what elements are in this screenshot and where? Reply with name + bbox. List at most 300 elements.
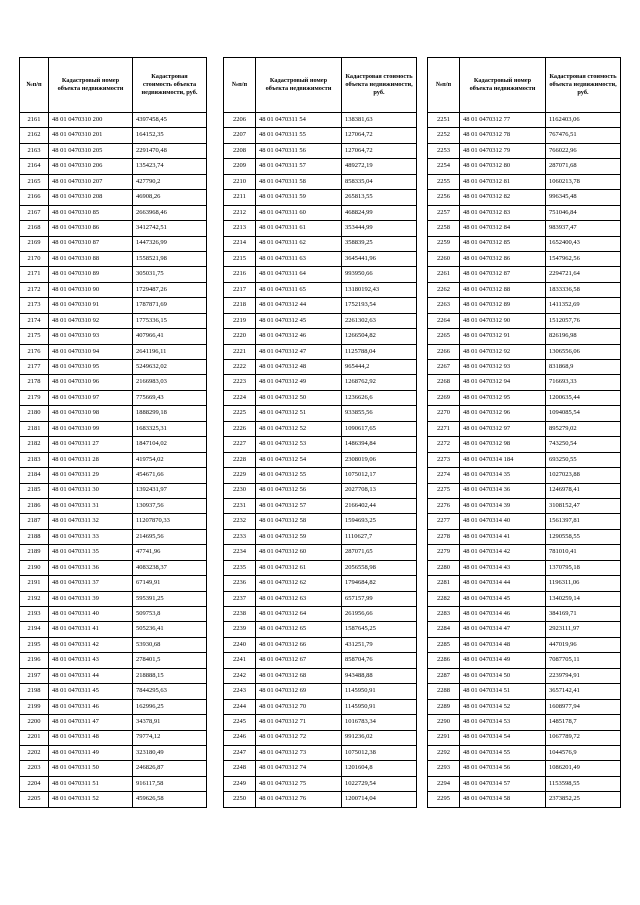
cadastral-cost: 358839,25 [342,236,417,251]
cadastral-number: 48 01 0470312 56 [256,483,342,498]
table-row [224,498,417,513]
cadastral-cost: 138381,63 [342,113,417,128]
cadastral-number: 48 01 0470310 207 [49,174,133,189]
row-number: 2226 [224,421,256,436]
row-number: 2295 [428,792,460,807]
row-number: 2261 [428,267,460,282]
table-row [428,143,621,158]
table-row [20,143,207,158]
table-row [20,653,207,668]
row-number: 2258 [428,221,460,236]
cadastral-cost: 135423,74 [133,159,207,174]
cadastral-number: 48 01 0470311 36 [49,560,133,575]
table-row [428,730,621,745]
row-number: 2240 [224,637,256,652]
table-row [224,159,417,174]
cadastral-number: 48 01 0470312 51 [256,406,342,421]
cadastral-cost: 162996,25 [133,699,207,714]
cadastral-cost: 1512057,76 [546,313,621,328]
table-row [428,375,621,390]
row-number: 2188 [20,529,49,544]
table-row [224,545,417,560]
cadastral-cost: 766022,96 [546,143,621,158]
table-row [224,514,417,529]
table-row [224,576,417,591]
table-row [20,452,207,467]
table-row [20,298,207,313]
cadastral-cost: 858335,04 [342,174,417,189]
cadastral-number: 48 01 0470312 49 [256,375,342,390]
row-number: 2231 [224,498,256,513]
row-number: 2169 [20,236,49,251]
cadastral-number: 48 01 0470312 62 [256,576,342,591]
cadastral-number: 48 01 0470310 208 [49,190,133,205]
table-row [428,699,621,714]
cadastral-number: 48 01 0470310 91 [49,298,133,313]
row-number: 2232 [224,514,256,529]
table-row [224,360,417,375]
row-number: 2193 [20,607,49,622]
cadastral-cost: 1594693,25 [342,514,417,529]
cadastral-cost: 2663968,46 [133,205,207,220]
cadastral-cost: 767476,51 [546,128,621,143]
cadastral-number: 48 01 0470312 46 [256,329,342,344]
table-row [224,668,417,683]
row-number: 2242 [224,668,256,683]
row-number: 2230 [224,483,256,498]
cadastral-number: 48 01 0470314 58 [460,792,546,807]
cadastral-cost: 384169,71 [546,607,621,622]
cadastral-number: 48 01 0470312 60 [256,545,342,560]
cadastral-number: 48 01 0470310 95 [49,360,133,375]
cadastral-number: 48 01 0470312 90 [460,313,546,328]
cadastral-cost: 1587645,25 [342,622,417,637]
row-number: 2260 [428,251,460,266]
cadastral-number: 48 01 0470311 54 [256,113,342,128]
row-number: 2237 [224,591,256,606]
row-number: 2199 [20,699,49,714]
table-row [20,607,207,622]
table-row [20,730,207,745]
row-number: 2175 [20,329,49,344]
cadastral-cost: 1547962,56 [546,251,621,266]
table-row [428,761,621,776]
cadastral-cost: 1370795,18 [546,560,621,575]
cadastral-cost: 2166983,03 [133,375,207,390]
table-row [428,607,621,622]
row-number: 2207 [224,128,256,143]
table-row [224,190,417,205]
table-row [428,776,621,791]
row-number: 2273 [428,452,460,467]
table-row [224,591,417,606]
table-row [224,792,417,807]
cadastral-number: 48 01 0470312 80 [460,159,546,174]
row-number: 2177 [20,360,49,375]
cadastral-number: 48 01 0470314 40 [460,514,546,529]
cadastral-number: 48 01 0470310 92 [49,313,133,328]
header-row [224,58,417,113]
cadastral-number: 48 01 0470312 72 [256,730,342,745]
table-row [20,421,207,436]
cadastral-cost: 407966,41 [133,329,207,344]
table-row [20,113,207,128]
cadastral-number: 48 01 0470312 55 [256,468,342,483]
cadastral-number: 48 01 0470311 43 [49,653,133,668]
row-number: 2178 [20,375,49,390]
row-number: 2212 [224,205,256,220]
cadastral-number: 48 01 0470312 78 [460,128,546,143]
cadastral-number: 48 01 0470312 73 [256,745,342,760]
cadastral-cost: 505236,41 [133,622,207,637]
cadastral-cost: 1833336,58 [546,282,621,297]
row-number: 2264 [428,313,460,328]
row-number: 2263 [428,298,460,313]
cadastral-cost: 2923111,97 [546,622,621,637]
cadastral-number: 48 01 0470310 96 [49,375,133,390]
table-row [428,637,621,652]
table-row [20,591,207,606]
cadastral-cost: 459626,58 [133,792,207,807]
table-row [20,776,207,791]
cadastral-cost: 287071,65 [342,545,417,560]
cadastral-number: 48 01 0470311 29 [49,468,133,483]
row-number: 2234 [224,545,256,560]
cadastral-number: 48 01 0470311 48 [49,730,133,745]
cadastral-cost: 2027708,13 [342,483,417,498]
cadastral-cost: 305031,75 [133,267,207,282]
cadastral-number: 48 01 0470312 83 [460,205,546,220]
cadastral-cost: 1236626,6 [342,390,417,405]
row-number: 2179 [20,390,49,405]
header-cadastral-number: Кадастровый номер объекта недвижимости [460,58,546,113]
table-row [224,390,417,405]
table-row [224,313,417,328]
row-number: 2262 [428,282,460,297]
table-row [428,205,621,220]
row-number: 2217 [224,282,256,297]
table-row [224,437,417,452]
row-number: 2239 [224,622,256,637]
row-number: 2249 [224,776,256,791]
cadastral-cost: 1290558,55 [546,529,621,544]
row-number: 2165 [20,174,49,189]
cadastral-number: 48 01 0470314 39 [460,498,546,513]
row-number: 2214 [224,236,256,251]
cadastral-number: 48 01 0470312 95 [460,390,546,405]
row-number: 2166 [20,190,49,205]
cadastral-cost: 1561397,81 [546,514,621,529]
table-row [224,637,417,652]
cadastral-cost: 991236,02 [342,730,417,745]
cadastral-cost: 509753,8 [133,607,207,622]
cadastral-cost: 1044576,9 [546,745,621,760]
row-number: 2220 [224,329,256,344]
cadastral-number: 48 01 0470312 98 [460,437,546,452]
table-row [20,529,207,544]
row-number: 2241 [224,653,256,668]
cadastral-number: 48 01 0470311 42 [49,637,133,652]
row-number: 2215 [224,251,256,266]
cadastral-number: 48 01 0470311 32 [49,514,133,529]
cadastral-cost: 1016783,34 [342,715,417,730]
row-number: 2186 [20,498,49,513]
table-row [428,745,621,760]
cadastral-number: 48 01 0470312 81 [460,174,546,189]
cadastral-cost: 1794684,82 [342,576,417,591]
row-number: 2268 [428,375,460,390]
table-row [428,128,621,143]
cadastral-table-1 [19,57,207,808]
table-row [224,483,417,498]
cadastral-cost: 323180,49 [133,745,207,760]
cadastral-number: 48 01 0470314 42 [460,545,546,560]
cadastral-cost: 1125788,04 [342,344,417,359]
row-number: 2167 [20,205,49,220]
row-number: 2213 [224,221,256,236]
cadastral-cost: 595391,25 [133,591,207,606]
cadastral-number: 48 01 0470310 88 [49,251,133,266]
header-num: №п/п [428,58,460,113]
row-number: 2257 [428,205,460,220]
cadastral-cost: 130937,56 [133,498,207,513]
cadastral-number: 48 01 0470310 98 [49,406,133,421]
row-number: 2200 [20,715,49,730]
cadastral-number: 48 01 0470312 53 [256,437,342,452]
cadastral-cost: 1145950,91 [342,684,417,699]
table-row [20,761,207,776]
cadastral-number: 48 01 0470311 63 [256,251,342,266]
cadastral-cost: 1145950,91 [342,699,417,714]
cadastral-number: 48 01 0470314 56 [460,761,546,776]
cadastral-number: 48 01 0470312 76 [256,792,342,807]
table-row [224,699,417,714]
row-number: 2281 [428,576,460,591]
table-row [20,437,207,452]
cadastral-number: 48 01 0470312 65 [256,622,342,637]
cadastral-number: 48 01 0470310 93 [49,329,133,344]
cadastral-cost: 164152,35 [133,128,207,143]
cadastral-number: 48 01 0470312 89 [460,298,546,313]
cadastral-number: 48 01 0470312 57 [256,498,342,513]
row-number: 2271 [428,421,460,436]
cadastral-number: 48 01 0470314 184 [460,452,546,467]
cadastral-cost: 1110627,7 [342,529,417,544]
cadastral-number: 48 01 0470311 46 [49,699,133,714]
cadastral-table-3 [427,57,621,808]
row-number: 2202 [20,745,49,760]
row-number: 2244 [224,699,256,714]
row-number: 2224 [224,390,256,405]
cadastral-number: 48 01 0470311 47 [49,715,133,730]
cadastral-cost: 1411352,69 [546,298,621,313]
cadastral-cost: 278401,5 [133,653,207,668]
table-row [20,205,207,220]
row-number: 2222 [224,360,256,375]
cadastral-cost: 1067789,72 [546,730,621,745]
row-number: 2235 [224,560,256,575]
table-row [224,715,417,730]
table-row [20,390,207,405]
table-row [20,221,207,236]
cadastral-cost: 79774,12 [133,730,207,745]
cadastral-cost: 34378,91 [133,715,207,730]
cadastral-cost: 916117,58 [133,776,207,791]
cadastral-number: 48 01 0470311 51 [49,776,133,791]
cadastral-number: 48 01 0470312 77 [460,113,546,128]
cadastral-cost: 11207870,33 [133,514,207,529]
cadastral-cost: 1683325,31 [133,421,207,436]
cadastral-cost: 127064,72 [342,143,417,158]
table-row [428,468,621,483]
table-row [20,360,207,375]
cadastral-number: 48 01 0470312 97 [460,421,546,436]
cadastral-number: 48 01 0470312 52 [256,421,342,436]
cadastral-number: 48 01 0470314 35 [460,468,546,483]
cadastral-number: 48 01 0470312 54 [256,452,342,467]
cadastral-number: 48 01 0470312 91 [460,329,546,344]
table-row [224,344,417,359]
cadastral-number: 48 01 0470314 50 [460,668,546,683]
row-number: 2172 [20,282,49,297]
cadastral-cost: 1729487,26 [133,282,207,297]
cadastral-cost: 716693,33 [546,375,621,390]
row-number: 2216 [224,267,256,282]
table-row [428,251,621,266]
cadastral-cost: 1268762,92 [342,375,417,390]
row-number: 2285 [428,637,460,652]
cadastral-number: 48 01 0470312 58 [256,514,342,529]
cadastral-cost: 2294721,64 [546,267,621,282]
cadastral-number: 48 01 0470311 57 [256,159,342,174]
cadastral-cost: 1775336,15 [133,313,207,328]
table-row [428,437,621,452]
cadastral-number: 48 01 0470311 49 [49,745,133,760]
row-number: 2195 [20,637,49,652]
cadastral-cost: 1196311,06 [546,576,621,591]
cadastral-cost: 693250,55 [546,452,621,467]
row-number: 2221 [224,344,256,359]
table-row [428,236,621,251]
row-number: 2228 [224,452,256,467]
table-row [428,514,621,529]
table-row [20,745,207,760]
table-row [224,221,417,236]
row-number: 2181 [20,421,49,436]
table-row [428,653,621,668]
cadastral-number: 48 01 0470312 45 [256,313,342,328]
cadastral-number: 48 01 0470311 64 [256,267,342,282]
table-row [224,298,417,313]
row-number: 2247 [224,745,256,760]
cadastral-number: 48 01 0470312 44 [256,298,342,313]
row-number: 2233 [224,529,256,544]
table-row [20,715,207,730]
row-number: 2183 [20,452,49,467]
table-row [428,159,621,174]
row-number: 2219 [224,313,256,328]
row-number: 2185 [20,483,49,498]
table-row [20,406,207,421]
table-row [428,483,621,498]
cadastral-number: 48 01 0470311 56 [256,143,342,158]
cadastral-number: 48 01 0470311 61 [256,221,342,236]
cadastral-cost: 751046,84 [546,205,621,220]
row-number: 2280 [428,560,460,575]
row-number: 2173 [20,298,49,313]
header-num: №п/п [224,58,256,113]
cadastral-cost: 46908,26 [133,190,207,205]
row-number: 2218 [224,298,256,313]
cadastral-number: 48 01 0470312 86 [460,251,546,266]
row-number: 2250 [224,792,256,807]
table-row [224,745,417,760]
row-number: 2189 [20,545,49,560]
cadastral-cost: 1153598,55 [546,776,621,791]
table-row [224,421,417,436]
cadastral-number: 48 01 0470312 67 [256,653,342,668]
cadastral-cost: 943488,88 [342,668,417,683]
row-number: 2174 [20,313,49,328]
table-row [224,730,417,745]
row-number: 2294 [428,776,460,791]
cadastral-number: 48 01 0470311 50 [49,761,133,776]
cadastral-cost: 1162403,06 [546,113,621,128]
cadastral-cost: 2261302,63 [342,313,417,328]
cadastral-cost: 1306556,06 [546,344,621,359]
cadastral-cost: 13180192,43 [342,282,417,297]
cadastral-number: 48 01 0470312 69 [256,684,342,699]
cadastral-cost: 983937,47 [546,221,621,236]
cadastral-number: 48 01 0470311 31 [49,498,133,513]
cadastral-cost: 454671,66 [133,468,207,483]
table-row [224,452,417,467]
table-row [428,452,621,467]
row-number: 2194 [20,622,49,637]
table-row [224,282,417,297]
cadastral-number: 48 01 0470310 89 [49,267,133,282]
cadastral-cost: 1752193,54 [342,298,417,313]
cadastral-cost: 657157,99 [342,591,417,606]
row-number: 2289 [428,699,460,714]
header-cadastral-cost: Кадастровая стоимость объекта недвижимости, руб. [546,58,621,113]
table-row [224,267,417,282]
cadastral-number: 48 01 0470314 45 [460,591,546,606]
cadastral-cost: 1558521,98 [133,251,207,266]
cadastral-number: 48 01 0470311 30 [49,483,133,498]
cadastral-number: 48 01 0470312 63 [256,591,342,606]
row-number: 2190 [20,560,49,575]
row-number: 2243 [224,684,256,699]
row-number: 2266 [428,344,460,359]
row-number: 2198 [20,684,49,699]
cadastral-number: 48 01 0470312 93 [460,360,546,375]
cadastral-number: 48 01 0470312 71 [256,715,342,730]
cadastral-cost: 2056558,98 [342,560,417,575]
cadastral-cost: 1608977,94 [546,699,621,714]
cadastral-number: 48 01 0470312 48 [256,360,342,375]
cadastral-cost: 7844295,63 [133,684,207,699]
cadastral-cost: 427790,2 [133,174,207,189]
row-number: 2229 [224,468,256,483]
table-row [20,313,207,328]
cadastral-number: 48 01 0470311 37 [49,576,133,591]
table-row [20,576,207,591]
cadastral-cost: 2641196,11 [133,344,207,359]
cadastral-cost: 353444,99 [342,221,417,236]
cadastral-number: 48 01 0470312 84 [460,221,546,236]
table-row [224,406,417,421]
